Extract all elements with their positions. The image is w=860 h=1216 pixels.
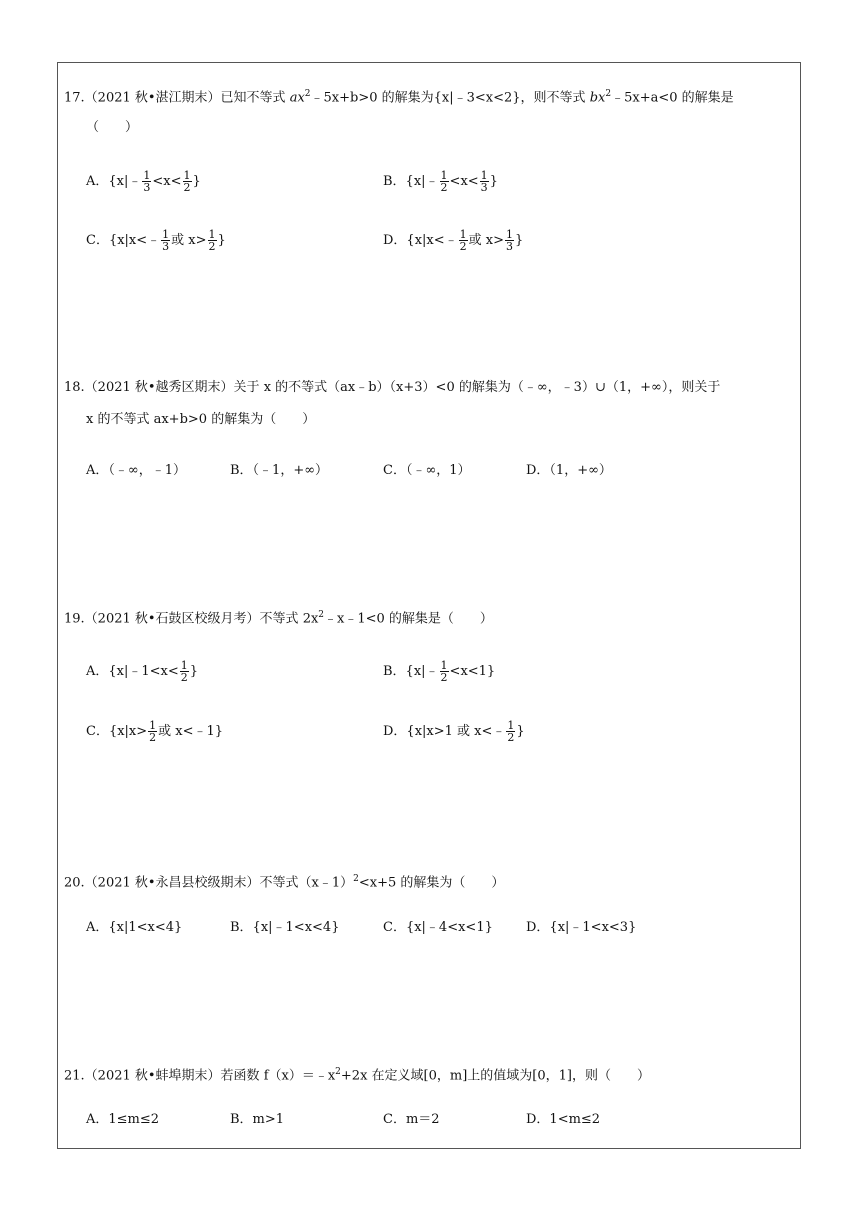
q20-exp: 2 — [353, 874, 359, 884]
q17-c-frac2: $\frac{1}{2}$ — [208, 228, 216, 253]
q19-c-pre: C．{x|x> — [86, 724, 148, 739]
q20-stem-a: 20.（2021 秋•永昌县校级期末）不等式（x﹣1） — [64, 875, 354, 891]
q21-option-d[interactable]: D．1<m≤2 — [526, 1112, 601, 1127]
q19-d-pre: D．{x|x>1 或 x<﹣ — [383, 724, 506, 739]
q18-option-c[interactable]: C．（﹣∞，1） — [383, 463, 471, 478]
q17-d-post: } — [515, 233, 524, 248]
q19-exp: 2 — [318, 610, 325, 620]
q17-a-frac1: $\frac{1}{3}$ — [143, 169, 151, 194]
q19-option-d[interactable] — [383, 720, 525, 743]
q19-c-post: 或 x<﹣1} — [158, 724, 224, 739]
q19-d-post: } — [516, 724, 525, 739]
q19-c-frac: $\frac{1}{2}$ — [149, 719, 157, 744]
q20-option-c[interactable]: C．{x|﹣4<x<1} — [383, 920, 493, 935]
q19-b-pre: B．{x|﹣ — [383, 664, 439, 679]
q18-stem-a: 18.（2021 秋•越秀区期末）关于 x 的不等式（ax﹣b）（x+3）<0 的解集为（﹣∞，﹣3）∪（1，+∞），则关于 — [64, 380, 721, 395]
q21-option-a[interactable]: A．1≤m≤2 — [86, 1112, 160, 1127]
q17-stem — [64, 84, 794, 138]
q17-c-mid: 或 x> — [171, 233, 207, 248]
q17-a-mid: <x< — [152, 174, 182, 189]
q20-option-b[interactable]: B．{x|﹣1<x<4} — [230, 920, 340, 935]
q21-exp: 2 — [335, 1067, 341, 1077]
q17-b-frac1: $\frac{1}{2}$ — [440, 169, 448, 194]
q18-option-b[interactable]: B．（﹣1，+∞） — [230, 463, 329, 478]
q17-stem-c: ﹣5x+a<0 的解集是 — [611, 90, 734, 106]
q19-option-b[interactable] — [383, 660, 495, 683]
q17-option-a[interactable] — [86, 170, 201, 193]
q17-d-frac2: $\frac{1}{3}$ — [506, 228, 513, 253]
q17-a-post: } — [192, 174, 201, 189]
q21-option-c[interactable]: C．m＝2 — [383, 1112, 440, 1127]
q17-d-mid: 或 x> — [468, 233, 504, 248]
q18-option-a[interactable]: A．（﹣∞，﹣1） — [86, 463, 186, 478]
q18-stem-b: x 的不等式 ax+b>0 的解集为（ ） — [86, 412, 316, 427]
q17-a-pre: A．{x|﹣ — [86, 174, 142, 189]
q17-stem-b: ﹣5x+b>0 的解集为{x|﹣3<x<2}，则不等式 — [310, 90, 590, 106]
q17-stem-a: 17.（2021 秋•湛江期末）已知不等式 — [64, 90, 290, 106]
q19-d-frac: $\frac{1}{2}$ — [507, 719, 515, 744]
q17-d-frac1: $\frac{1}{2}$ — [459, 228, 467, 253]
q20-stem — [64, 869, 794, 893]
q17-b-post: } — [489, 174, 498, 189]
q17-option-c[interactable] — [86, 229, 226, 252]
q17-paren: （ ） — [86, 120, 139, 136]
q17-option-b[interactable] — [383, 170, 498, 193]
q19-b-post: <x<1} — [449, 664, 496, 679]
q21-stem — [64, 1062, 794, 1086]
q19-option-a[interactable] — [86, 660, 198, 683]
q17-a-frac2: $\frac{1}{2}$ — [183, 169, 191, 194]
q17-exp: 2 — [304, 89, 311, 99]
q18-option-d[interactable]: D．（1，+∞） — [526, 463, 612, 478]
q19-a-post: } — [189, 664, 199, 679]
q20-option-d[interactable]: D．{x|﹣1<x<3} — [526, 920, 637, 935]
q19-b-frac: $\frac{1}{2}$ — [440, 659, 448, 684]
q21-stem-b: +2x 在定义域[0，m]上的值域为[0，1]，则（ ） — [340, 1068, 650, 1084]
q17-d-pre: D．{x|x<﹣ — [383, 233, 458, 248]
q21-stem-a: 21.（2021 秋•蚌埠期末）若函数 f（x）＝﹣x — [64, 1068, 336, 1084]
q17-b-mid: <x< — [449, 174, 479, 189]
q17-c-pre: C．{x|x<﹣ — [86, 233, 161, 248]
q17-b-pre: B．{x|﹣ — [383, 174, 439, 189]
q20-stem-b: <x+5 的解集为（ ） — [358, 875, 505, 891]
q17-ax: ax — [289, 90, 305, 106]
q19-stem-b: ﹣x﹣1<0 的解集是（ ） — [324, 611, 493, 627]
q17-bx: bx — [589, 90, 606, 106]
q17-b-frac2: $\frac{1}{3}$ — [480, 169, 488, 194]
q18-stem — [64, 378, 794, 430]
q20-option-a[interactable]: A．{x|1<x<4} — [86, 920, 183, 935]
q19-option-c[interactable] — [86, 720, 223, 743]
q17-exp-b: 2 — [605, 89, 612, 99]
q17-option-d[interactable] — [383, 229, 523, 252]
q19-a-frac: $\frac{1}{2}$ — [180, 659, 188, 684]
q21-option-b[interactable]: B．m>1 — [230, 1112, 285, 1127]
q19-stem-a: 19.（2021 秋•石鼓区校级月考）不等式 2x — [64, 611, 319, 627]
q19-stem — [64, 605, 794, 629]
q19-a-pre: A．{x|﹣1<x< — [86, 664, 179, 679]
q17-c-frac1: $\frac{1}{3}$ — [162, 228, 170, 253]
q17-c-post: } — [217, 233, 226, 248]
